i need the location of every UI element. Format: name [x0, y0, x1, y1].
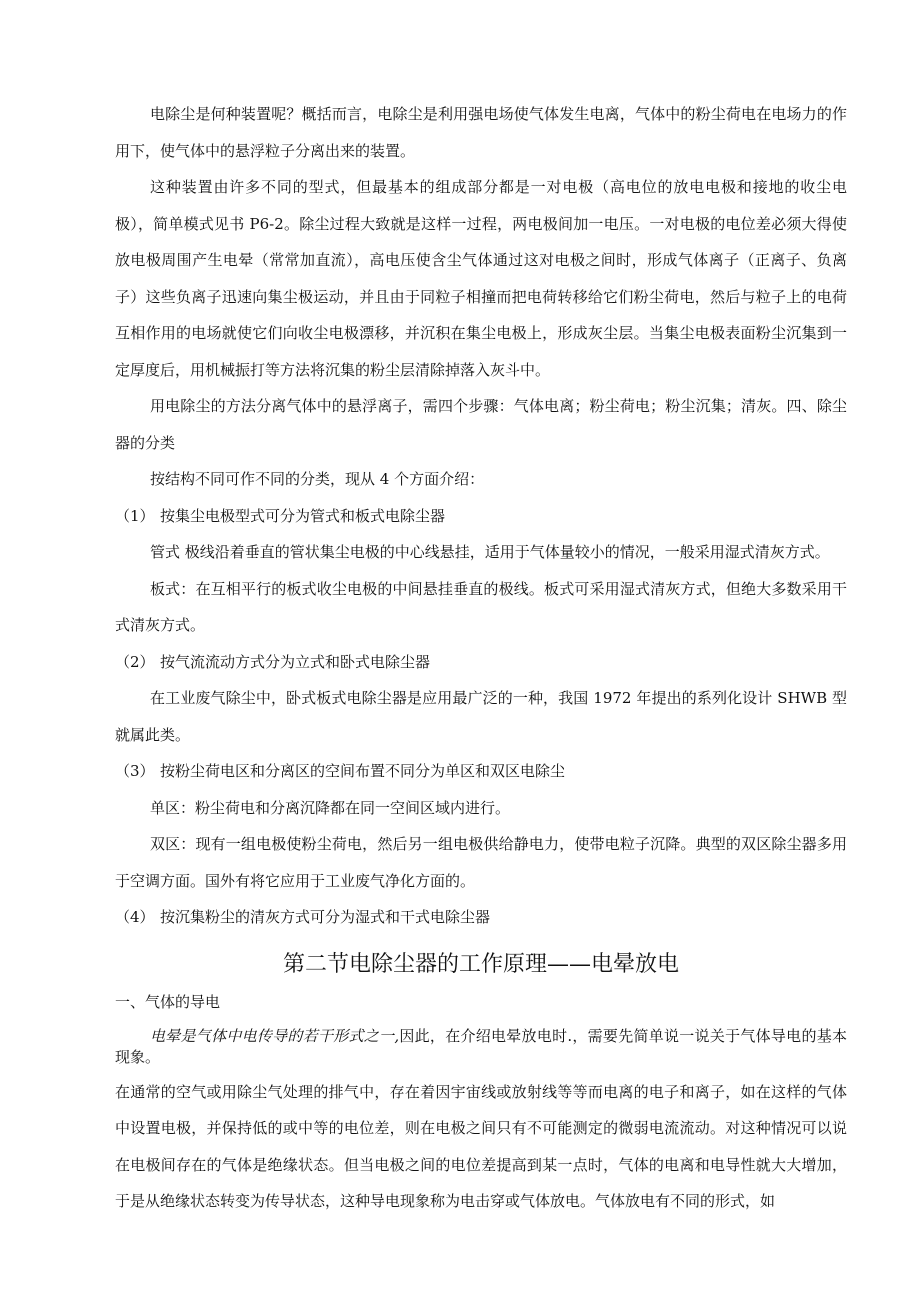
- intro-rest: 因此，在介绍电晕放电时.，需要先简单说一说关于气体导电的基本现象。: [115, 1026, 847, 1066]
- detail-horizontal: 在工业废气除尘中，卧式板式电除尘器是应用最广泛的一种，我国 1972 年提出的系列化设计 SHWB 型就属此类。: [115, 689, 847, 744]
- list-item-number: （4）: [115, 908, 155, 926]
- list-item-number: （1）: [115, 506, 155, 525]
- list-item-text: 按沉集粉尘的清灰方式可分为湿式和干式电除尘器: [160, 908, 491, 926]
- detail-double-zone: 双区：现有一组电极使粉尘荷电，然后另一组电极供给静电力，使带电粒子沉降。典型的双区除尘器多用于空调方面。国外有将它应用于工业废气净化方面的。: [115, 835, 847, 890]
- list-item-text: 按集尘电极型式可分为管式和板式电除尘器: [160, 506, 446, 525]
- list-item-3: [115, 753, 847, 790]
- detail-single-zone: 单区：粉尘荷电和分离沉降都在同一空间区域内进行。: [150, 798, 511, 817]
- paragraph-corona-intro: [115, 1026, 847, 1068]
- section-subheading: 一、气体的导电: [115, 992, 221, 1011]
- document-page: [115, 96, 847, 1220]
- paragraph-classification: 按结构不同可作不同的分类，现从 4 个方面介绍：: [150, 470, 485, 488]
- list-item-text: 按粉尘荷电区和分离区的空间布置不同分为单区和双区电除尘: [160, 762, 566, 780]
- detail-plate: 板式：在互相平行的板式收尘电极的中间悬挂垂直的极线。板式可采用湿式清灰方式，但绝大多数采用干式清灰方式。: [115, 579, 847, 634]
- section-title: 第二节电除尘器的工作原理——电晕放电: [282, 951, 679, 977]
- list-item-number: （2）: [115, 652, 155, 671]
- list-item-number: （3）: [115, 762, 155, 780]
- list-item-4: [115, 899, 847, 936]
- paragraph-structure: 这种装置由许多不同的型式，但最基本的组成部分都是一对电极（高电位的放电电极和接地的收尘电极），简单模式见书 P6-2。除尘过程大致就是这样一过程，两电极间加一电压。一对电极的电位差必须大得使放电极周围产生电晕（常常加直流），高电压使含尘气体通过这对电极之间时，形成气体离子（正离子、负离子）这些负离子迅速向集尘极运动，并且由于同粒子相撞而把电荷转移给它们粉尘荷电，然后与粒子上的电荷互相作用的电场就使它们向收尘电极漂移，并沉积在集尘电极上，形成灰尘层。当集尘电极表面粉尘沉集到一定厚度后，用机械振打等方法将沉集的粉尘层清除掉落入灰斗中。: [115, 178, 847, 379]
- italic-phrase: 电晕是气体中电传导的若干形式之一,: [150, 1026, 400, 1045]
- paragraph-intro: 电除尘是何种装置呢？概括而言，电除尘是利用强电场使气体发生电离，气体中的粉尘荷电在电场力的作用下，使气体中的悬浮粒子分离出来的装置。: [115, 105, 847, 160]
- detail-tube: 管式 极线沿着垂直的管状集尘电极的中心线悬挂，适用于气体量较小的情况，一般采用湿式清灰方式。: [150, 543, 830, 561]
- list-item-2: [115, 644, 847, 681]
- paragraph-gas-conduction: 在通常的空气或用除尘气处理的排气中，存在着因宇宙线或放射线等等而电离的电子和离子，如在这样的气体中设置电极，并保持低的或中等的电位差，则在电极之间只有不可能测定的微弱电流流动。对这种情况可以说在电极间存在的气体是绝缘状态。但当电极之间的电位差提高到某一点时，气体的电离和电导性就大大增加，于是从绝缘状态转变为传导状态，这种导电现象称为电击穿或气体放电。气体放电有不同的形式，如: [115, 1082, 847, 1210]
- list-item-text: 按气流流动方式分为立式和卧式电除尘器: [160, 652, 431, 671]
- paragraph-steps: 用电除尘的方法分离气体中的悬浮离子，需四个步骤：气体电离；粉尘荷电；粉尘沉集；清灰。四、除尘器的分类: [115, 397, 847, 452]
- list-item-1: [115, 498, 847, 535]
